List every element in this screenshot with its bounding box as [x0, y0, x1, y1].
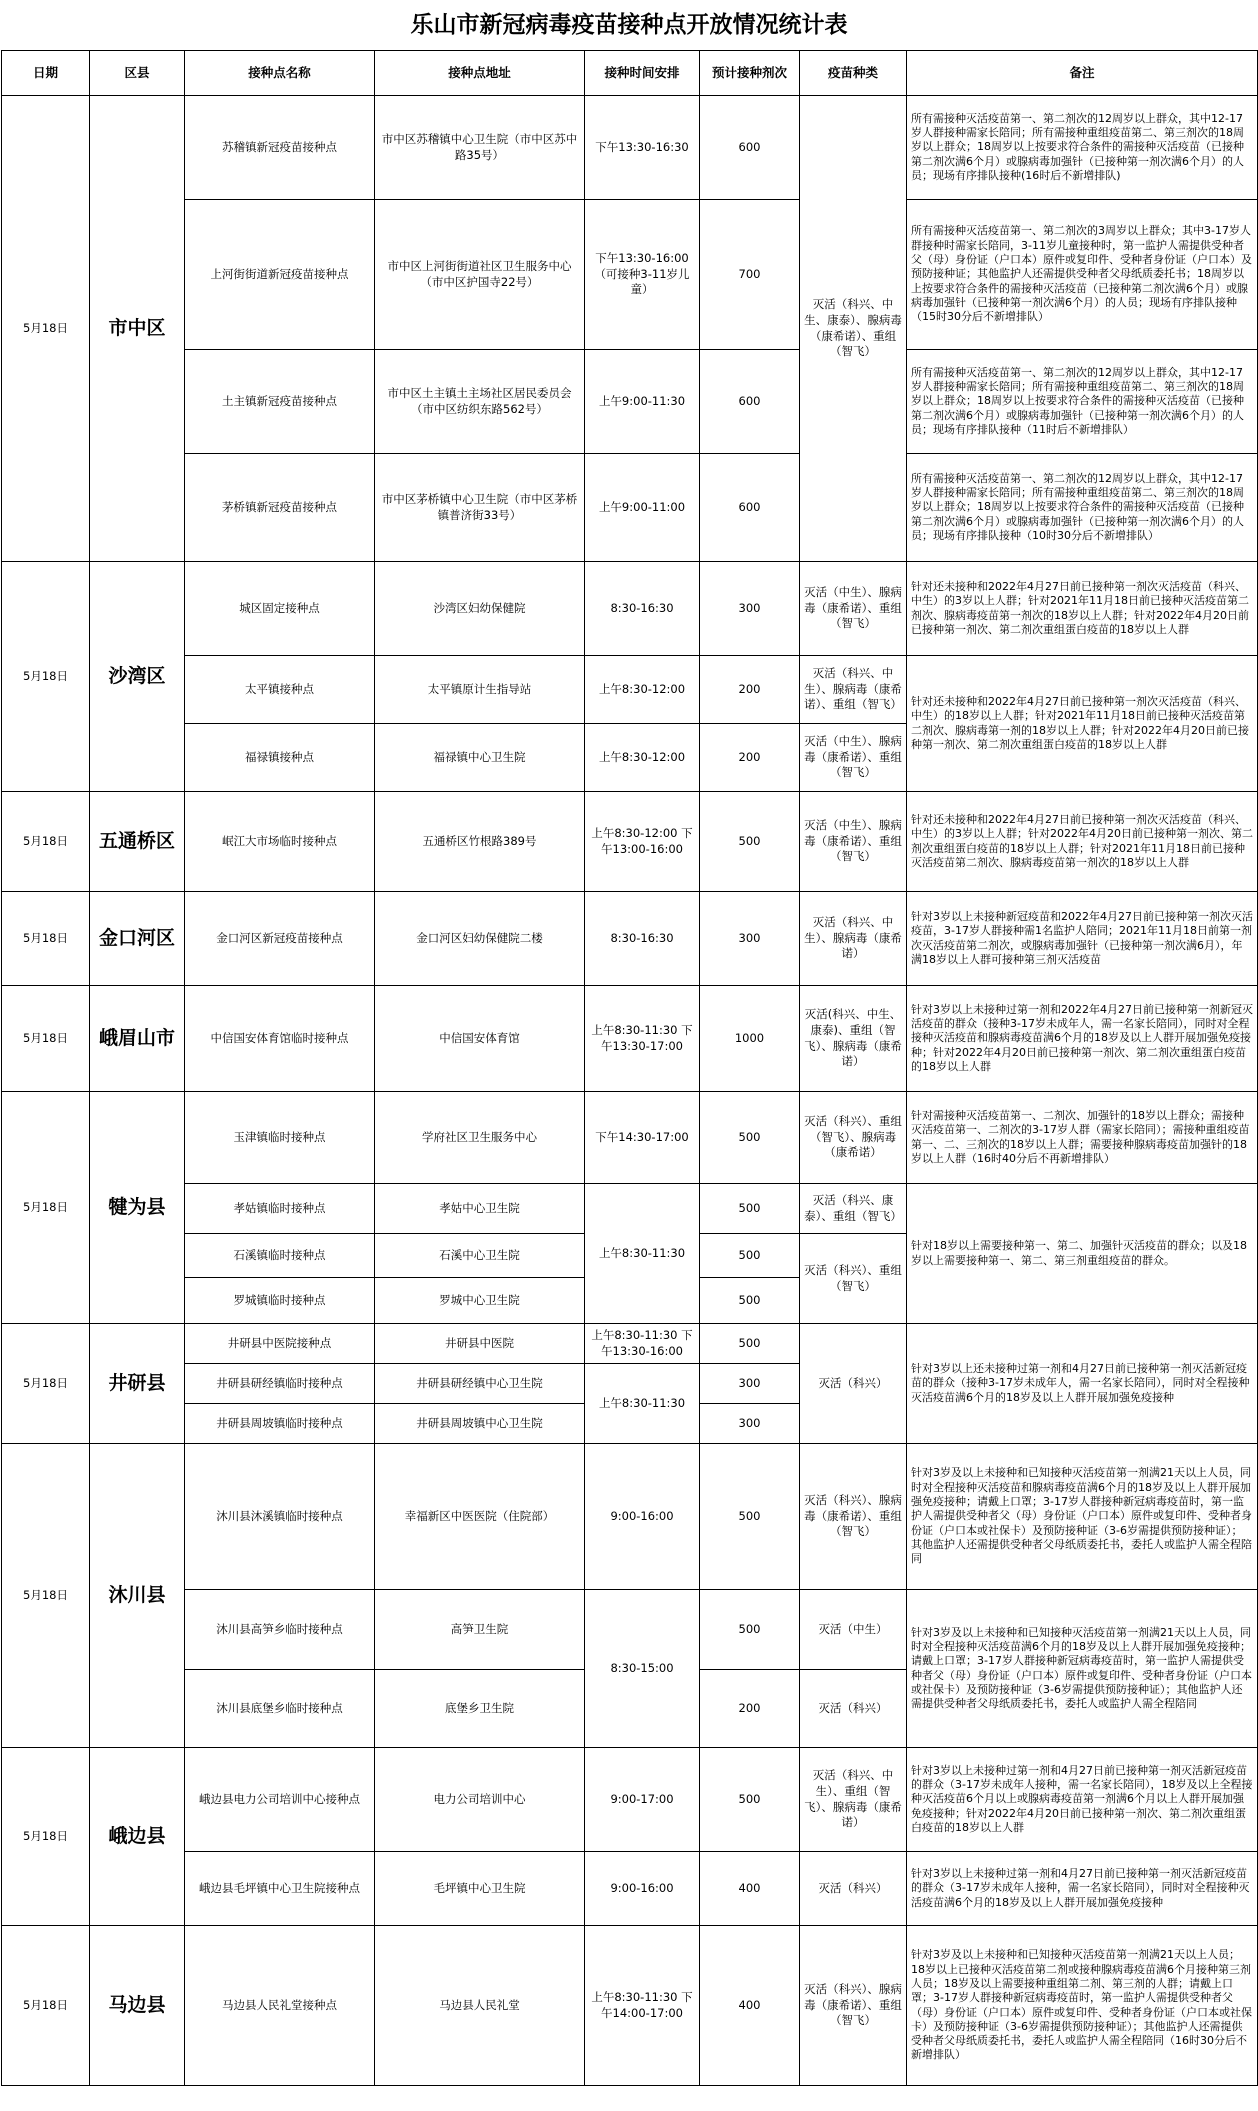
note-cell: 针对18岁以上需要接种第一、第二、加强针灭活疫苗的群众；以及18岁以上需要接种第一、第二、第三剂重组疫苗的群众。 — [907, 1184, 1258, 1324]
time-cell: 下午13:30-16:30 — [585, 96, 700, 200]
address-cell: 孝姑中心卫生院 — [375, 1184, 585, 1234]
note-cell: 针对3岁以上未接种过第一剂和4月27日前已接种第一剂灭活新冠疫苗的群众（3-17岁未成年人接种，需一名家长陪同），同时对全程接种灭活疫苗满6个月的18岁及以上人群开展加强免疫接种 — [907, 1852, 1258, 1926]
time-cell: 上午8:30-12:00 下午13:00-16:00 — [585, 792, 700, 892]
address-cell: 高笋卫生院 — [375, 1590, 585, 1670]
site-name-cell: 岷江大市场临时接种点 — [185, 792, 375, 892]
address-cell: 市中区茅桥镇中心卫生院（市中区茅桥镇普济街33号） — [375, 454, 585, 562]
doses-cell: 300 — [700, 1404, 800, 1444]
time-cell: 下午13:30-16:00（可接种3-11岁儿童） — [585, 200, 700, 350]
table-row — [2, 1852, 1258, 1926]
table-row — [2, 96, 1258, 200]
doses-cell: 500 — [700, 1324, 800, 1364]
district-cell: 沐川县 — [90, 1444, 185, 1748]
date-cell: 5月18日 — [2, 562, 90, 792]
address-cell: 市中区上河街街道社区卫生服务中心（市中区护国寺22号） — [375, 200, 585, 350]
date-cell: 5月18日 — [2, 1444, 90, 1748]
site-name-cell: 上河街街道新冠疫苗接种点 — [185, 200, 375, 350]
table-row — [2, 1184, 1258, 1234]
address-cell: 市中区苏稽镇中心卫生院（市中区苏中路35号） — [375, 96, 585, 200]
date-cell: 5月18日 — [2, 892, 90, 986]
table-row — [2, 1590, 1258, 1670]
time-cell: 8:30-16:30 — [585, 562, 700, 656]
time-cell: 上午8:30-11:30 下午13:30-16:00 — [585, 1324, 700, 1364]
doses-cell: 500 — [700, 1748, 800, 1852]
district-cell: 峨眉山市 — [90, 986, 185, 1092]
note-cell: 针对3岁以上还未接种过第一剂和4月27日前已接种第一剂灭活新冠疫苗的群众（接种3-17岁未成年人，需一名家长陪同），同时对全程接种灭活疫苗满6个月的18岁及以上人群开展加强免疫接种 — [907, 1324, 1258, 1444]
header-address: 接种点地址 — [375, 51, 585, 96]
doses-cell: 1000 — [700, 986, 800, 1092]
time-cell: 上午8:30-12:00 — [585, 724, 700, 792]
address-cell: 市中区土主镇土主场社区居民委员会（市中区纺织东路562号） — [375, 350, 585, 454]
address-cell: 井研县中医院 — [375, 1324, 585, 1364]
site-name-cell: 井研县周坡镇临时接种点 — [185, 1404, 375, 1444]
date-cell: 5月18日 — [2, 1324, 90, 1444]
header-vaccine: 疫苗种类 — [800, 51, 907, 96]
header-time: 接种时间安排 — [585, 51, 700, 96]
vaccine-cell: 灭活（科兴、中生）、重组（智飞）、腺病毒（康希诺） — [800, 1748, 907, 1852]
table-row — [2, 986, 1258, 1092]
time-cell: 上午8:30-11:30 下午13:30-17:00 — [585, 986, 700, 1092]
vaccine-cell: 灭活（科兴） — [800, 1852, 907, 1926]
address-cell: 幸福新区中医医院（住院部） — [375, 1444, 585, 1590]
address-cell: 马边县人民礼堂 — [375, 1926, 585, 2086]
vaccine-cell: 灭活（科兴、中生）、腺病毒（康希诺）、重组（智飞） — [800, 656, 907, 724]
time-cell: 上午9:00-11:30 — [585, 350, 700, 454]
doses-cell: 300 — [700, 892, 800, 986]
vaccine-cell: 灭活（中生）、腺病毒（康希诺）、重组（智飞） — [800, 562, 907, 656]
header-doses: 预计接种剂次 — [700, 51, 800, 96]
vaccine-cell: 灭活（科兴）、腺病毒（康希诺）、重组（智飞） — [800, 1444, 907, 1590]
address-cell: 五通桥区竹根路389号 — [375, 792, 585, 892]
district-cell: 犍为县 — [90, 1092, 185, 1324]
address-cell: 福禄镇中心卫生院 — [375, 724, 585, 792]
doses-cell: 300 — [700, 1364, 800, 1404]
table-row — [2, 350, 1258, 454]
doses-cell: 500 — [700, 792, 800, 892]
header-site: 接种点名称 — [185, 51, 375, 96]
vaccine-cell: 灭活（科兴、中生）、腺病毒（康希诺） — [800, 892, 907, 986]
date-cell: 5月18日 — [2, 792, 90, 892]
table-row — [2, 1926, 1258, 2086]
vaccine-cell: 灭活(科兴、中生、康泰)、重组（智飞）、腺病毒（康希诺） — [800, 986, 907, 1092]
district-cell: 沙湾区 — [90, 562, 185, 792]
table-row — [2, 1324, 1258, 1364]
time-cell: 9:00-16:00 — [585, 1444, 700, 1590]
time-cell: 上午8:30-12:00 — [585, 656, 700, 724]
table-row — [2, 200, 1258, 350]
doses-cell: 600 — [700, 350, 800, 454]
site-name-cell: 金口河区新冠疫苗接种点 — [185, 892, 375, 986]
doses-cell: 500 — [700, 1092, 800, 1184]
site-name-cell: 沐川县沐溪镇临时接种点 — [185, 1444, 375, 1590]
doses-cell: 500 — [700, 1184, 800, 1234]
doses-cell: 400 — [700, 1926, 800, 2086]
address-cell: 毛坪镇中心卫生院 — [375, 1852, 585, 1926]
site-name-cell: 沐川县底堡乡临时接种点 — [185, 1670, 375, 1748]
doses-cell: 700 — [700, 200, 800, 350]
district-cell: 五通桥区 — [90, 792, 185, 892]
time-cell: 9:00-17:00 — [585, 1748, 700, 1852]
note-cell: 所有需接种灭活疫苗第一、第二剂次的12周岁以上群众，其中12-17岁人群接种需家长陪同；所有需接种重组疫苗第二、第三剂次的18周岁以上群众；18周岁以上按要求符合条件的需接种灭活疫苗（已接种第二剂次满6个月）或腺病毒加强针（已接种第一剂次满6个月）的人员；现场有序排队接种（10时30分后不新增排队） — [907, 454, 1258, 562]
site-name-cell: 茅桥镇新冠疫苗接种点 — [185, 454, 375, 562]
note-cell: 针对还未接种和2022年4月27日前已接种第一剂次灭活疫苗（科兴、中生）的18岁以上人群；针对2021年11月18日前已接种灭活疫苗第二剂次、腺病毒第一剂的18岁以上人群；针对2022年4月20日前已接种第一剂次、第二剂次重组蛋白疫苗的18岁以上人群 — [907, 656, 1258, 792]
doses-cell: 500 — [700, 1444, 800, 1590]
site-name-cell: 峨边县毛坪镇中心卫生院接种点 — [185, 1852, 375, 1926]
address-cell: 太平镇原计生指导站 — [375, 656, 585, 724]
district-cell: 井研县 — [90, 1324, 185, 1444]
address-cell: 井研县研经镇中心卫生院 — [375, 1364, 585, 1404]
vaccine-cell: 灭活（科兴）、重组（智飞） — [800, 1234, 907, 1324]
date-cell: 5月18日 — [2, 1926, 90, 2086]
district-cell: 金口河区 — [90, 892, 185, 986]
vaccination-table — [1, 50, 1258, 2086]
note-cell: 所有需接种灭活疫苗第一、第二剂次的12周岁以上群众，其中12-17岁人群接种需家长陪同；所有需接种重组疫苗第二、第三剂次的18周岁以上群众；18周岁以上按要求符合条件的需接种灭活疫苗（已接种第二剂次满6个月）或腺病毒加强针（已接种第一剂次满6个月）的人员；现场有序排队接种（11时后不新增排队） — [907, 350, 1258, 454]
address-cell: 底堡乡卫生院 — [375, 1670, 585, 1748]
date-cell: 5月18日 — [2, 986, 90, 1092]
site-name-cell: 峨边县电力公司培训中心接种点 — [185, 1748, 375, 1852]
address-cell: 学府社区卫生服务中心 — [375, 1092, 585, 1184]
table-row — [2, 562, 1258, 656]
site-name-cell: 沐川县高笋乡临时接种点 — [185, 1590, 375, 1670]
doses-cell: 500 — [700, 1278, 800, 1324]
note-cell: 针对3岁及以上未接种和已知接种灭活疫苗第一剂满21天以上人员，同时对全程接种灭活疫苗和腺病毒疫苗满6个月的18岁及以上人群开展加强免疫接种；请戴上口罩；3-17岁人群接种新冠病毒疫苗时，第一监护人需提供受种者父（母）身份证（户口本）原件或复印件、受种者身份证（户口本或社保卡）及预防接种证（3-6岁需提供预防接种证）；其他监护人还需提供受种者父母纸质委托书，委托人或监护人需全程陪同 — [907, 1444, 1258, 1590]
table-row — [2, 1748, 1258, 1852]
doses-cell: 300 — [700, 562, 800, 656]
date-cell: 5月18日 — [2, 1092, 90, 1324]
header-date: 日期 — [2, 51, 90, 96]
time-cell: 9:00-16:00 — [585, 1852, 700, 1926]
site-name-cell: 马边县人民礼堂接种点 — [185, 1926, 375, 2086]
vaccine-cell: 灭活（中生）、腺病毒（康希诺）、重组（智飞） — [800, 724, 907, 792]
site-name-cell: 苏稽镇新冠疫苗接种点 — [185, 96, 375, 200]
doses-cell: 200 — [700, 656, 800, 724]
table-header-row — [2, 51, 1258, 96]
vaccine-cell: 灭活（科兴）、重组（智飞）、腺病毒（康希诺） — [800, 1092, 907, 1184]
doses-cell: 600 — [700, 96, 800, 200]
doses-cell: 500 — [700, 1590, 800, 1670]
time-cell: 上午8:30-11:30 — [585, 1184, 700, 1324]
table-row — [2, 792, 1258, 892]
note-cell: 针对还未接种和2022年4月27日前已接种第一剂次灭活疫苗（科兴、中生）的3岁以上人群；针对2021年11月18日前已接种灭活疫苗第二剂次、腺病毒疫苗第一剂次的18岁以上人群；针对2022年4月20日前已接种第一剂次、第二剂次重组蛋白疫苗的18岁以上人群 — [907, 562, 1258, 656]
site-name-cell: 石溪镇临时接种点 — [185, 1234, 375, 1278]
time-cell: 8:30-16:30 — [585, 892, 700, 986]
site-name-cell: 玉津镇临时接种点 — [185, 1092, 375, 1184]
address-cell: 罗城中心卫生院 — [375, 1278, 585, 1324]
address-cell: 电力公司培训中心 — [375, 1748, 585, 1852]
table-row — [2, 1092, 1258, 1184]
vaccine-cell: 灭活（中生） — [800, 1590, 907, 1670]
doses-cell: 500 — [700, 1234, 800, 1278]
note-cell: 所有需接种灭活疫苗第一、第二剂次的12周岁以上群众，其中12-17岁人群接种需家长陪同；所有需接种重组疫苗第二、第三剂次的18周岁以上群众；18周岁以上按要求符合条件的需接种灭活疫苗（已接种第二剂次满6个月）或腺病毒加强针（已接种第一剂次满6个月）的人员；现场有序排队接种(16时后不新增排队) — [907, 96, 1258, 200]
note-cell: 针对3岁以上未接种新冠疫苗和2022年4月27日前已接种第一剂次灭活疫苗，3-17岁人群接种需1名监护人陪同；2021年11月18日前第一剂次灭活疫苗第二剂次，或腺病毒加强针（已接种第一剂次满6月），年满18岁以上人群可接种第三剂灭活疫苗 — [907, 892, 1258, 986]
doses-cell: 200 — [700, 724, 800, 792]
vaccine-cell: 灭活（科兴、中生、康泰）、腺病毒（康希诺）、重组（智飞） — [800, 96, 907, 562]
time-cell: 8:30-15:00 — [585, 1590, 700, 1748]
site-name-cell: 罗城镇临时接种点 — [185, 1278, 375, 1324]
address-cell: 沙湾区妇幼保健院 — [375, 562, 585, 656]
site-name-cell: 城区固定接种点 — [185, 562, 375, 656]
page-title: 乐山市新冠病毒疫苗接种点开放情况统计表 — [410, 12, 848, 38]
header-note: 备注 — [907, 51, 1258, 96]
note-cell: 针对3岁及以上未接种和已知接种灭活疫苗第一剂满21天以上人员，同时对全程接种灭活疫苗满6个月的18岁及以上人群开展加强免疫接种；请戴上口罩；3-17岁人群接种新冠病毒疫苗时，第一监护人需提供受种者父（母）身份证（户口本）原件或复印件、受种者身份证（户口本或社保卡）及预防接种证（3-6岁需提供预防接种证）；其他监护人还需提供受种者父母纸质委托书，委托人或监护人需全程陪同 — [907, 1590, 1258, 1748]
table-row — [2, 1444, 1258, 1590]
district-cell: 马边县 — [90, 1926, 185, 2086]
address-cell: 石溪中心卫生院 — [375, 1234, 585, 1278]
header-district: 区县 — [90, 51, 185, 96]
district-cell: 市中区 — [90, 96, 185, 562]
address-cell: 井研县周坡镇中心卫生院 — [375, 1404, 585, 1444]
district-cell: 峨边县 — [90, 1748, 185, 1926]
vaccine-cell: 灭活（科兴） — [800, 1324, 907, 1444]
table-row — [2, 454, 1258, 562]
note-cell: 针对需接种灭活疫苗第一、二剂次、加强针的18岁以上群众；需接种灭活疫苗第一、二剂次的3-17岁人群（需家长陪同）；需接种重组疫苗第一、二、三剂次的18岁以上人群；需要接种腺病毒疫苗加强针的18岁以上人群（16时40分后不再新增排队） — [907, 1092, 1258, 1184]
time-cell: 上午8:30-11:30 下午14:00-17:00 — [585, 1926, 700, 2086]
note-cell: 所有需接种灭活疫苗第一、第二剂次的3周岁以上群众；其中3-17岁人群接种时需家长陪同，3-11岁儿童接种时，第一监护人需提供受种者父（母）身份证（户口本）原件或复印件、受种者身份证（户口本）及预防接种证；其他监护人还需提供受种者父母纸质委托书；18周岁以上按要求符合条件的需接种灭活疫苗（已接种第二剂次满6个月）或腺病毒加强针（已接种第一剂次满6个月）的人员；现场有序排队接种（15时30分后不新增排队） — [907, 200, 1258, 350]
doses-cell: 600 — [700, 454, 800, 562]
note-cell: 针对3岁以上未接种过第一剂和2022年4月27日前已接种第一剂新冠灭活疫苗的群众（接种3-17岁未成年人，需一名家长陪同），同时对全程接种灭活疫苗和腺病毒疫苗满6个月的18岁及以上人群开展加强免疫接种；针对2022年4月20日前已接种第一剂次、第二剂次重组蛋白疫苗的18岁以上人群 — [907, 986, 1258, 1092]
site-name-cell: 孝姑镇临时接种点 — [185, 1184, 375, 1234]
time-cell: 上午9:00-11:00 — [585, 454, 700, 562]
address-cell: 金口河区妇幼保健院二楼 — [375, 892, 585, 986]
site-name-cell: 中信国安体育馆临时接种点 — [185, 986, 375, 1092]
vaccine-cell: 灭活（科兴） — [800, 1670, 907, 1748]
table-row — [2, 892, 1258, 986]
note-cell: 针对还未接种和2022年4月27日前已接种第一剂次灭活疫苗（科兴、中生）的3岁以上人群；针对2022年4月20日前已接种第一剂次、第二剂次重组蛋白疫苗的18岁以上人群；针对2021年11月18日前已接种灭活疫苗第二剂次、腺病毒疫苗第一剂次的18岁以上人群 — [907, 792, 1258, 892]
address-cell: 中信国安体育馆 — [375, 986, 585, 1092]
site-name-cell: 太平镇接种点 — [185, 656, 375, 724]
vaccine-cell: 灭活（科兴）、腺病毒（康希诺）、重组（智飞） — [800, 1926, 907, 2086]
site-name-cell: 井研县中医院接种点 — [185, 1324, 375, 1364]
doses-cell: 200 — [700, 1670, 800, 1748]
note-cell: 针对3岁及以上未接种和已知接种灭活疫苗第一剂满21天以上人员；18岁以上已接种灭活疫苗第二剂或接种腺病毒疫苗满6个月接种第三剂人员；18岁及以上需要接种重组第二剂、第三剂的人群；请戴上口罩；3-17岁人群接种新冠病毒疫苗时，第一监护人需提供受种者父（母）身份证（户口本）原件或复印件、受种者身份证（户口本或社保卡）及预防接种证（3-6岁需提供预防接种证）；其他监护人还需提供受种者父母纸质委托书，委托人或监护人需全程陪同（16时30分后不新增排队） — [907, 1926, 1258, 2086]
site-name-cell: 井研县研经镇临时接种点 — [185, 1364, 375, 1404]
doses-cell: 400 — [700, 1852, 800, 1926]
site-name-cell: 土主镇新冠疫苗接种点 — [185, 350, 375, 454]
time-cell: 下午14:30-17:00 — [585, 1092, 700, 1184]
date-cell: 5月18日 — [2, 96, 90, 562]
vaccine-cell: 灭活（中生）、腺病毒（康希诺）、重组（智飞） — [800, 792, 907, 892]
time-cell: 上午8:30-11:30 — [585, 1364, 700, 1444]
date-cell: 5月18日 — [2, 1748, 90, 1926]
table-row — [2, 656, 1258, 724]
site-name-cell: 福禄镇接种点 — [185, 724, 375, 792]
note-cell: 针对3岁以上未接种过第一剂和4月27日前已接种第一剂灭活新冠疫苗的群众（3-17岁未成年人接种，需一名家长陪同），18岁及以上全程接种灭活疫苗6个月以上或腺病毒疫苗第一剂满6个月以上人群开展加强免疫接种；针对2022年4月20日前已接种第一剂次、第二剂次重组蛋白疫苗的18岁以上人群 — [907, 1748, 1258, 1852]
vaccine-cell: 灭活（科兴、康泰）、重组（智飞） — [800, 1184, 907, 1234]
